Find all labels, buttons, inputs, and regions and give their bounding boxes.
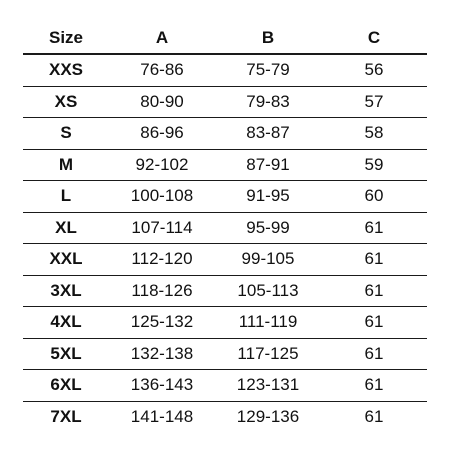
header-row	[23, 22, 427, 54]
measure-a-cell: 100-108	[109, 181, 215, 213]
table-row	[23, 118, 427, 150]
measure-c-cell: 57	[321, 86, 427, 118]
header-b: B	[215, 22, 321, 54]
measure-c-cell: 61	[321, 338, 427, 370]
table-row	[23, 307, 427, 339]
measure-c-cell: 61	[364, 406, 384, 426]
size-cell: S	[23, 118, 109, 150]
measure-c-cell: 61	[321, 244, 427, 276]
measure-a-cell: 112-120	[109, 244, 215, 276]
measure-c-cell: 56	[321, 54, 427, 86]
table-row	[23, 149, 427, 181]
header-a: A	[109, 22, 215, 54]
measure-a-cell: 132-138	[109, 338, 215, 370]
measure-b-cell: 83-87	[215, 118, 321, 150]
measure-b-cell: 87-91	[215, 149, 321, 181]
measure-c-cell: 61	[321, 212, 427, 244]
measure-c-cell: 60	[321, 181, 427, 213]
size-cell: M	[23, 149, 109, 181]
header-c: C	[321, 22, 427, 54]
measure-b-cell: 99-105	[215, 244, 321, 276]
size-chart-table	[23, 22, 427, 432]
measure-b-cell: 75-79	[215, 54, 321, 86]
measure-a-cell: 76-86	[109, 54, 215, 86]
table-row	[23, 338, 427, 370]
size-cell: XS	[23, 86, 109, 118]
table-row	[23, 401, 427, 432]
measure-b-cell: 91-95	[215, 181, 321, 213]
table-row	[23, 212, 427, 244]
size-cell: XXL	[23, 244, 109, 276]
table-row	[23, 370, 427, 402]
measure-c-cell: 61	[321, 370, 427, 402]
measure-a-cell: 136-143	[109, 370, 215, 402]
measure-a-cell: 125-132	[109, 307, 215, 339]
measure-c-cell: 59	[321, 149, 427, 181]
header-size: Size	[23, 22, 109, 54]
size-cell: XXS	[23, 54, 109, 86]
measure-b-cell: 79-83	[215, 86, 321, 118]
measure-c-cell: 61	[321, 307, 427, 339]
size-cell: 7XL	[50, 406, 82, 426]
measure-c-cell: 58	[321, 118, 427, 150]
measure-a-cell: 86-96	[109, 118, 215, 150]
measure-b-cell: 105-113	[215, 275, 321, 307]
size-cell: 3XL	[23, 275, 109, 307]
measure-a-cell: 80-90	[109, 86, 215, 118]
measure-b-cell: 111-119	[215, 307, 321, 339]
measure-b-cell: 95-99	[215, 212, 321, 244]
measure-a-cell: 141-148	[130, 406, 194, 426]
table-row	[23, 244, 427, 276]
measure-b-cell: 129-136	[236, 406, 300, 426]
measure-c-cell: 61	[321, 275, 427, 307]
size-cell: L	[23, 181, 109, 213]
table-row	[23, 275, 427, 307]
measure-b-cell: 117-125	[215, 338, 321, 370]
table-row	[23, 181, 427, 213]
size-cell: XL	[23, 212, 109, 244]
measure-a-cell: 107-114	[109, 212, 215, 244]
measure-b-cell: 123-131	[215, 370, 321, 402]
size-cell: 4XL	[23, 307, 109, 339]
measure-a-cell: 118-126	[109, 275, 215, 307]
measure-a-cell: 92-102	[109, 149, 215, 181]
size-cell: 5XL	[23, 338, 109, 370]
table-row	[23, 86, 427, 118]
size-cell: 6XL	[23, 370, 109, 402]
table-row	[23, 54, 427, 86]
